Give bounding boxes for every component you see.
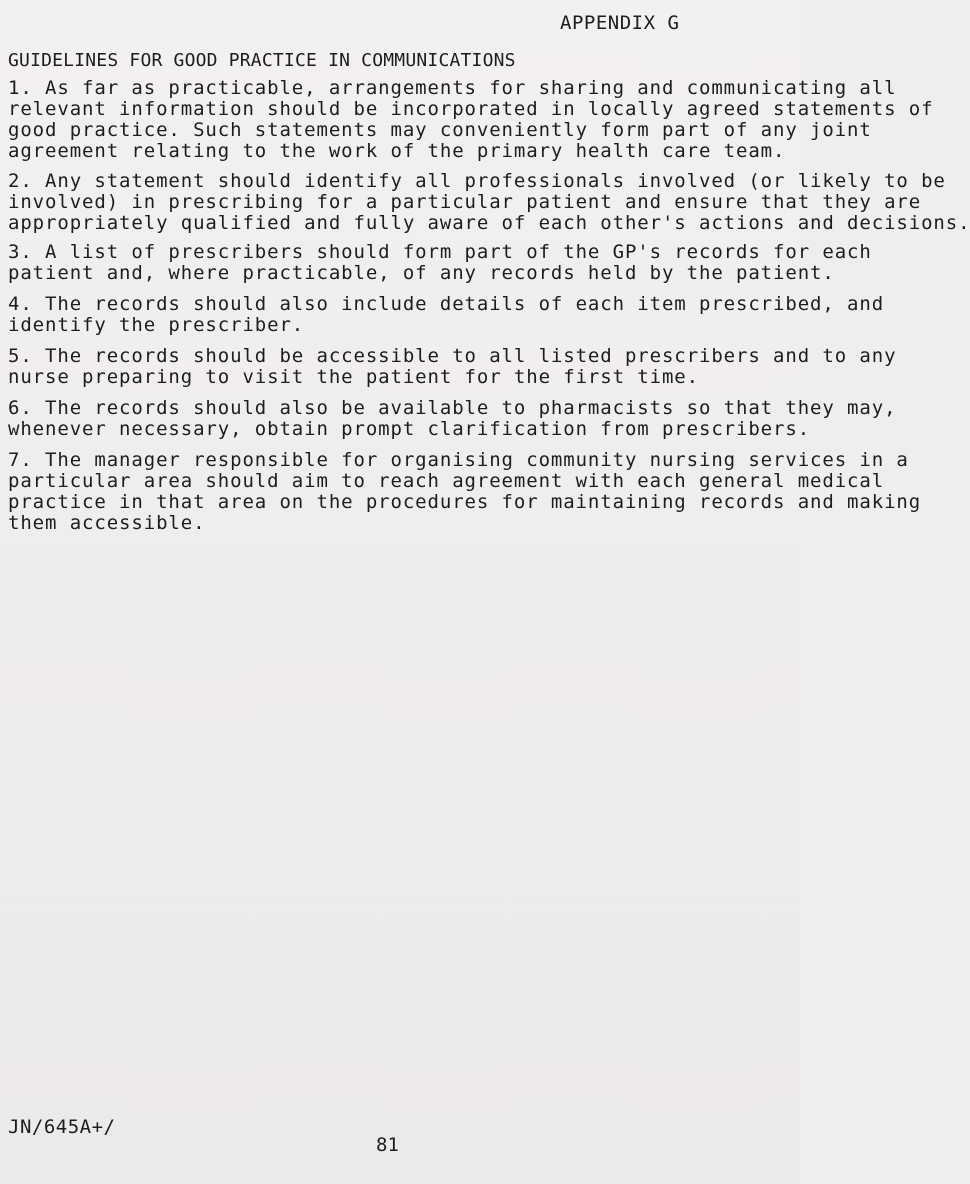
paragraph-line: involved) in prescribing for a particular patient and ensure that they are — [8, 191, 922, 213]
paragraph-6 — [8, 397, 897, 440]
document-reference: JN/645A+/ — [8, 1116, 116, 1138]
paragraph-7 — [8, 449, 922, 534]
paragraph-3 — [8, 241, 872, 284]
paragraph-line: agreement relating to the work of the primary health care team. — [8, 140, 786, 162]
paragraph-line: good practice. Such statements may conveniently form part of any joint — [8, 119, 872, 141]
paragraph-1 — [8, 77, 934, 162]
paragraph-line: them accessible. — [8, 512, 206, 534]
paragraph-line: 1. As far as practicable, arrangements for sharing and communicating all — [8, 77, 897, 99]
paragraph-5 — [8, 345, 897, 388]
paragraph-line: 6. The records should also be available to pharmacists so that they may, — [8, 397, 897, 419]
paragraph-line: whenever necessary, obtain prompt clarification from prescribers. — [8, 418, 811, 440]
paragraph-line: practice in that area on the procedures for maintaining records and making — [8, 491, 922, 513]
paragraph-line: particular area should aim to reach agreement with each general medical — [8, 470, 885, 492]
paragraph-line: patient and, where practicable, of any records held by the patient. — [8, 262, 835, 284]
paragraph-line: 7. The manager responsible for organising community nursing services in a — [8, 449, 909, 471]
paragraph-line: nurse preparing to visit the patient for the first time. — [8, 366, 699, 388]
paragraph-line: identify the prescriber. — [8, 314, 305, 336]
paragraph-4 — [8, 293, 885, 336]
page-number: 81 — [376, 1134, 399, 1156]
paragraph-line: appropriately qualified and fully aware of each other's actions and decisions. — [8, 212, 970, 234]
paragraph-line: 4. The records should also include details of each item prescribed, and — [8, 293, 885, 315]
paragraph-line: 5. The records should be accessible to all listed prescribers and to any — [8, 345, 897, 367]
page-title: GUIDELINES FOR GOOD PRACTICE IN COMMUNICATIONS — [8, 50, 516, 71]
appendix-label: APPENDIX G — [560, 12, 680, 34]
paragraph-line: relevant information should be incorporated in locally agreed statements of — [8, 98, 934, 120]
paragraph-2 — [8, 170, 970, 234]
paragraph-line: 2. Any statement should identify all professionals involved (or likely to be — [8, 170, 946, 192]
paragraph-line: 3. A list of prescribers should form part of the GP's records for each — [8, 241, 872, 263]
